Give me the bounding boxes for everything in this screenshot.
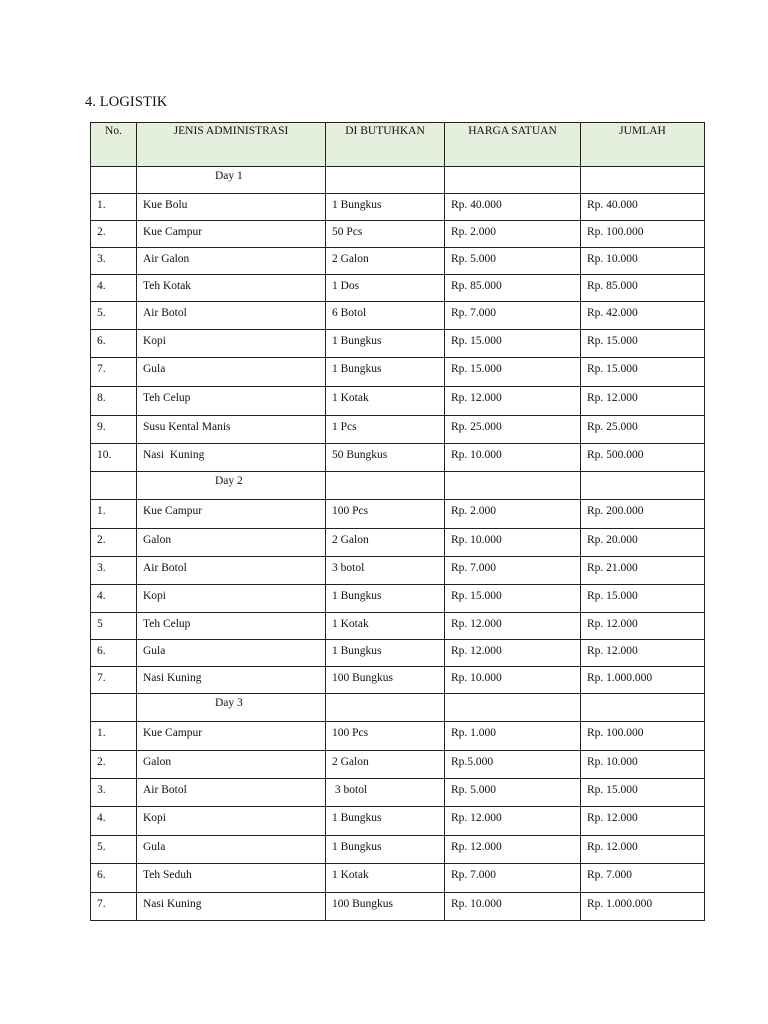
cell-harga: Rp. 10.000 (445, 444, 581, 472)
table-row (91, 640, 705, 667)
cell-harga: Rp. 15.000 (445, 358, 581, 387)
cell-butuh: 3 botol (326, 557, 445, 585)
cell-harga: Rp. 2.000 (445, 221, 581, 248)
table-header-row (91, 123, 705, 167)
cell-jenis: Gula (137, 836, 326, 864)
cell-jenis: Gula (137, 640, 326, 667)
cell-jenis: Galon (137, 529, 326, 557)
empty-cell (326, 167, 445, 194)
table-row (91, 836, 705, 864)
empty-cell (581, 472, 705, 500)
empty-cell (581, 694, 705, 722)
cell-harga: Rp. 1.000 (445, 722, 581, 751)
empty-cell (91, 694, 137, 722)
cell-no: 3. (91, 557, 137, 585)
table-row (91, 613, 705, 640)
cell-jumlah: Rp. 42.000 (581, 302, 705, 330)
cell-harga: Rp. 10.000 (445, 529, 581, 557)
cell-no: 2. (91, 751, 137, 779)
cell-jumlah: Rp. 20.000 (581, 529, 705, 557)
cell-jenis: Air Botol (137, 302, 326, 330)
empty-cell (445, 694, 581, 722)
cell-jumlah: Rp. 200.000 (581, 500, 705, 529)
empty-cell (445, 167, 581, 194)
day-label: Day 1 (215, 170, 243, 182)
empty-cell (91, 167, 137, 194)
cell-butuh: 1 Bungkus (326, 194, 445, 221)
cell-no: 10. (91, 444, 137, 472)
table-row (91, 416, 705, 444)
table-row (91, 302, 705, 330)
cell-jenis: Kopi (137, 807, 326, 836)
cell-no: 2. (91, 221, 137, 248)
cell-butuh: 3 botol (326, 779, 445, 807)
header-no: No. (91, 123, 137, 167)
cell-butuh: 50 Pcs (326, 221, 445, 248)
table-row (91, 893, 705, 921)
cell-harga: Rp. 12.000 (445, 640, 581, 667)
cell-jenis: Kopi (137, 330, 326, 358)
cell-butuh: 1 Dos (326, 275, 445, 302)
table-row (91, 722, 705, 751)
cell-butuh: 1 Kotak (326, 864, 445, 893)
cell-no: 6. (91, 864, 137, 893)
empty-cell (326, 694, 445, 722)
day-label-cell (137, 472, 326, 500)
day-label: Day 2 (215, 475, 243, 487)
logistics-table (90, 122, 705, 921)
cell-harga: Rp. 12.000 (445, 807, 581, 836)
cell-no: 9. (91, 416, 137, 444)
cell-harga: Rp. 40.000 (445, 194, 581, 221)
cell-no: 1. (91, 722, 137, 751)
cell-jumlah: Rp. 12.000 (581, 640, 705, 667)
cell-no: 5. (91, 836, 137, 864)
cell-jenis: Teh Seduh (137, 864, 326, 893)
cell-butuh: 2 Galon (326, 529, 445, 557)
cell-butuh: 100 Bungkus (326, 667, 445, 694)
cell-jumlah: Rp. 12.000 (581, 807, 705, 836)
cell-jenis: Teh Celup (137, 613, 326, 640)
cell-butuh: 100 Pcs (326, 722, 445, 751)
cell-no: 5. (91, 302, 137, 330)
table-row (91, 667, 705, 694)
cell-no: 8. (91, 387, 137, 416)
cell-harga: Rp. 12.000 (445, 836, 581, 864)
cell-butuh: 100 Pcs (326, 500, 445, 529)
table-row (91, 275, 705, 302)
cell-jenis: Kue Campur (137, 500, 326, 529)
cell-harga: Rp. 5.000 (445, 248, 581, 275)
cell-jumlah: Rp. 100.000 (581, 722, 705, 751)
empty-cell (326, 472, 445, 500)
cell-butuh: 2 Galon (326, 248, 445, 275)
table-row (91, 194, 705, 221)
cell-no: 4. (91, 585, 137, 613)
day-label-cell (137, 694, 326, 722)
cell-jumlah: Rp. 15.000 (581, 585, 705, 613)
cell-harga: Rp. 7.000 (445, 302, 581, 330)
cell-jumlah: Rp. 1.000.000 (581, 893, 705, 921)
cell-no: 1. (91, 500, 137, 529)
table-row (91, 444, 705, 472)
table-row (91, 529, 705, 557)
table-row (91, 500, 705, 529)
header-harga-satuan: HARGA SATUAN (445, 123, 581, 167)
cell-no: 1. (91, 194, 137, 221)
day-row (91, 472, 705, 500)
cell-harga: Rp. 7.000 (445, 557, 581, 585)
day-label: Day 3 (215, 697, 243, 709)
cell-jenis: Kue Campur (137, 221, 326, 248)
table-row (91, 807, 705, 836)
cell-harga: Rp. 2.000 (445, 500, 581, 529)
header-jenis-administrasi: JENIS ADMINISTRASI (137, 123, 326, 167)
cell-no: 3. (91, 248, 137, 275)
cell-jenis: Air Botol (137, 557, 326, 585)
cell-butuh: 1 Bungkus (326, 358, 445, 387)
cell-jumlah: Rp. 12.000 (581, 836, 705, 864)
cell-jumlah: Rp. 15.000 (581, 358, 705, 387)
day-label-cell (137, 167, 326, 194)
cell-jumlah: Rp. 12.000 (581, 387, 705, 416)
cell-butuh: 1 Kotak (326, 613, 445, 640)
cell-no: 6. (91, 330, 137, 358)
cell-butuh: 100 Bungkus (326, 893, 445, 921)
cell-jumlah: Rp. 500.000 (581, 444, 705, 472)
cell-harga: Rp.5.000 (445, 751, 581, 779)
table-row (91, 864, 705, 893)
cell-jumlah: Rp. 40.000 (581, 194, 705, 221)
table-row (91, 751, 705, 779)
cell-butuh: 1 Bungkus (326, 330, 445, 358)
empty-cell (581, 167, 705, 194)
cell-butuh: 1 Bungkus (326, 836, 445, 864)
cell-no: 4. (91, 275, 137, 302)
cell-jenis: Kue Bolu (137, 194, 326, 221)
section-title: 4. LOGISTIK (85, 94, 168, 110)
table-body (91, 167, 705, 921)
header-di-butuhkan: DI BUTUHKAN (326, 123, 445, 167)
cell-no: 6. (91, 640, 137, 667)
cell-jenis: Air Galon (137, 248, 326, 275)
table-row (91, 248, 705, 275)
header-jumlah: JUMLAH (581, 123, 705, 167)
cell-butuh: 1 Bungkus (326, 585, 445, 613)
cell-butuh: 50 Bungkus (326, 444, 445, 472)
table-row (91, 779, 705, 807)
empty-cell (91, 472, 137, 500)
cell-harga: Rp. 85.000 (445, 275, 581, 302)
cell-harga: Rp. 12.000 (445, 387, 581, 416)
cell-butuh: 1 Kotak (326, 387, 445, 416)
cell-jenis: Galon (137, 751, 326, 779)
cell-jumlah: Rp. 10.000 (581, 751, 705, 779)
cell-harga: Rp. 10.000 (445, 893, 581, 921)
cell-no: 4. (91, 807, 137, 836)
table-row (91, 387, 705, 416)
cell-jumlah: Rp. 1.000.000 (581, 667, 705, 694)
cell-jenis: Kopi (137, 585, 326, 613)
cell-jumlah: Rp. 100.000 (581, 221, 705, 248)
cell-jenis: Nasi Kuning (137, 667, 326, 694)
cell-no: 7. (91, 358, 137, 387)
cell-jumlah: Rp. 15.000 (581, 330, 705, 358)
cell-jenis: Air Botol (137, 779, 326, 807)
table-row (91, 585, 705, 613)
cell-harga: Rp. 12.000 (445, 613, 581, 640)
cell-jumlah: Rp. 7.000 (581, 864, 705, 893)
cell-no: 2. (91, 529, 137, 557)
cell-butuh: 1 Pcs (326, 416, 445, 444)
cell-butuh: 1 Bungkus (326, 640, 445, 667)
day-row (91, 167, 705, 194)
cell-jenis: Kue Campur (137, 722, 326, 751)
cell-no: 5 (91, 613, 137, 640)
cell-jumlah: Rp. 21.000 (581, 557, 705, 585)
table-row (91, 557, 705, 585)
cell-harga: Rp. 5.000 (445, 779, 581, 807)
cell-jenis: Teh Celup (137, 387, 326, 416)
cell-jenis: Susu Kental Manis (137, 416, 326, 444)
cell-jumlah: Rp. 85.000 (581, 275, 705, 302)
day-row (91, 694, 705, 722)
cell-harga: Rp. 15.000 (445, 585, 581, 613)
cell-jumlah: Rp. 25.000 (581, 416, 705, 444)
cell-jenis: Nasi Kuning (137, 893, 326, 921)
cell-harga: Rp. 25.000 (445, 416, 581, 444)
cell-jenis: Nasi Kuning (137, 444, 326, 472)
cell-butuh: 2 Galon (326, 751, 445, 779)
cell-harga: Rp. 7.000 (445, 864, 581, 893)
cell-jumlah: Rp. 10.000 (581, 248, 705, 275)
table-row (91, 221, 705, 248)
cell-jumlah: Rp. 15.000 (581, 779, 705, 807)
empty-cell (445, 472, 581, 500)
table-row (91, 358, 705, 387)
cell-butuh: 6 Botol (326, 302, 445, 330)
cell-harga: Rp. 10.000 (445, 667, 581, 694)
cell-jumlah: Rp. 12.000 (581, 613, 705, 640)
cell-harga: Rp. 15.000 (445, 330, 581, 358)
cell-jenis: Teh Kotak (137, 275, 326, 302)
cell-no: 3. (91, 779, 137, 807)
cell-no: 7. (91, 893, 137, 921)
cell-no: 7. (91, 667, 137, 694)
cell-butuh: 1 Bungkus (326, 807, 445, 836)
table-row (91, 330, 705, 358)
cell-jenis: Gula (137, 358, 326, 387)
